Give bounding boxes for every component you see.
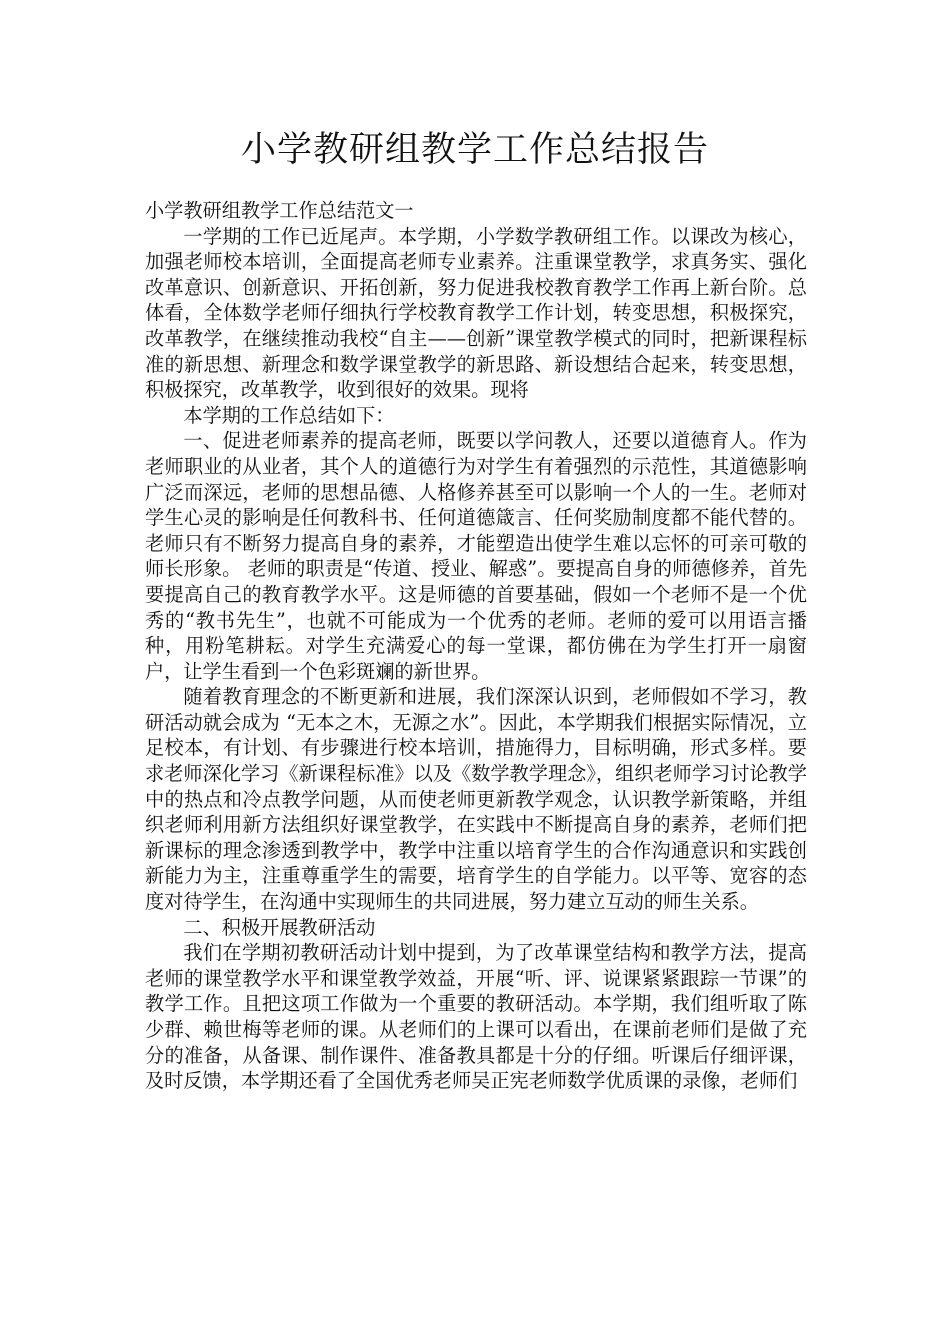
paragraph-research-activities: 我们在学期初教研活动计划中提到，为了改革课堂结构和教学方法，提高老师的课堂教学水平和课堂教学效益，开展“听、评、说课紧紧跟踪一节课”的教学工作。且把这项工作做为一个重要的教研活动。本学期，我们组听取了陈少群、赖世梅等老师的课。从老师们的上课可以看出，在课前老师们是做了充分的准备，从备课、制作课件、准备教具都是十分的仔细。听课后仔细评课，及时反馈，本学期还看了全国优秀老师吴正宪老师数学优质课的录像，老师们 <box>145 941 807 1093</box>
paragraph-summary-lead: 本学期的工作总结如下： <box>183 403 395 427</box>
paragraph-training: 随着教育理念的不断更新和进展，我们深深认识到，老师假如不学习，教研活动就会成为 “无本之木，无源之水”。因此，本学期我们根据实际情况，立足校本，有计划、有步骤进行校本培训，措施得力，目标明确，形式多样。要求老师深化学习《新课程标准》以及《数学教学理念》，组织老师学习讨论教学中的热点和冷点教学问题，从而使老师更新教学观念，认识教学新策略，并组织老师利用新方法组织好课堂教学，在实践中不断提高自身的素养，老师们把新课标的理念渗透到教学中，教学中注重以培育学生的合作沟通意识和实践创新能力为主，注重尊重学生的需要，培育学生的自学能力。以平等、宽容的态度对待学生，在沟通中实现师生的共同进展，努力建立互动的师生关系。 <box>145 685 807 914</box>
section-heading-research-activities: 二、积极开展教研活动 <box>183 915 376 939</box>
paragraph-teacher-quality: 一、促进老师素养的提高老师，既要以学问教人，还要以道德育人。作为老师职业的从业者，其个人的道德行为对学生有着强烈的示范性，其道德影响广泛而深远，老师的思想品德、人格修养甚至可以影响一个人的一生。老师对学生心灵的影响是任何教科书、任何道德箴言、任何奖励制度都不能代替的。老师只有不断努力提高自身的素养，才能塑造出使学生难以忘怀的可亲可敬的师长形象。 老师的职责是“传道、授业、解惑”。要提高自身的师德修养，首先要提高自己的教育教学水平。这是师德的首要基础，假如一个老师不是一个优秀的“教书先生”，也就不可能成为一个优秀的老师。老师的爱可以用语言播种，用粉笔耕耘。对学生充满爱心的每一堂课，都仿佛在为学生打开一扇窗户，让学生看到一个色彩斑斓的新世界。 <box>145 429 807 683</box>
paragraph-intro: 一学期的工作已近尾声。本学期，小学数学教研组工作。以课改为核心，加强老师校本培训，全面提高老师专业素养。注重课堂教学，求真务实、强化改革意识、创新意识、开拓创新，努力促进我校教育教学工作再上新台阶。总体看，全体数学老师仔细执行学校教育教学工作计划，转变思想，积极探究，改革教学，在继续推动我校“自主——创新”课堂教学模式的同时，把新课程标准的新思想、新理念和数学课堂教学的新思路、新设想结合起来，转变思想，积极探究，改革教学，收到很好的效果。现将 <box>145 224 807 402</box>
document-title: 小学教研组教学工作总结报告 <box>240 130 709 170</box>
document-body <box>145 198 807 1094</box>
document-subtitle: 小学教研组教学工作总结范文一 <box>145 199 414 222</box>
